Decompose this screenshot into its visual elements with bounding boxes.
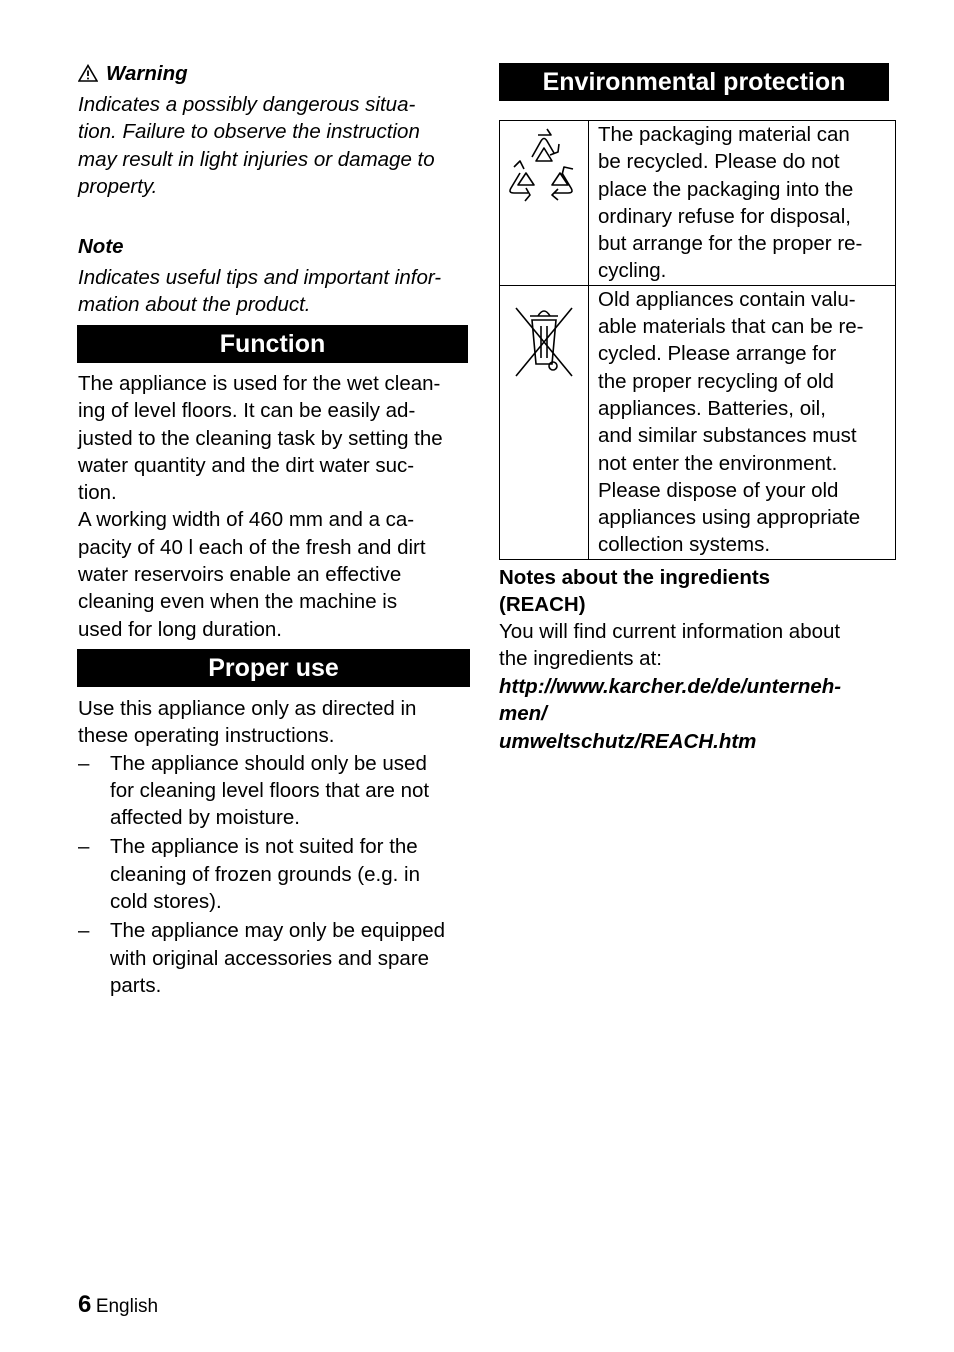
list-item-line: parts. — [110, 973, 162, 997]
note-text — [78, 264, 478, 319]
recycling-icon — [500, 121, 588, 221]
note-line: Indicates useful tips and important infor- — [78, 266, 442, 289]
function-line: The appliance is used for the wet clean- — [78, 372, 441, 395]
list-dash: – — [78, 835, 90, 859]
reach-heading-line: (REACH) — [499, 593, 586, 617]
reach-url-line[interactable]: men/ — [499, 702, 547, 726]
reach-heading — [499, 564, 896, 619]
function-line: water quantity and the dirt water suc- — [78, 453, 415, 477]
cell-line: appliances using appropriate — [598, 506, 861, 530]
cell-line: appliances. Batteries, oil, — [598, 396, 826, 420]
list-item — [78, 750, 474, 832]
list-item-line: with original accessories and spare — [110, 946, 430, 970]
reach-line: the ingredients at: — [499, 647, 662, 671]
crossed-out-bin-icon — [500, 286, 588, 386]
page-footer — [78, 1291, 158, 1319]
list-item-line: The appliance may only be equipped — [110, 919, 446, 943]
warning-heading — [78, 60, 188, 87]
reach-text — [499, 618, 896, 673]
note-heading: Note — [78, 235, 124, 258]
cell-line: The packaging material can — [598, 123, 850, 146]
icon-cell — [500, 121, 589, 286]
footer-language: English — [95, 1296, 159, 1317]
proper-use-intro-line: Use this appliance only as directed in — [78, 697, 417, 720]
cell-line: the proper recycling of old — [598, 369, 834, 393]
table-row — [500, 285, 896, 559]
old-appliances-text-cell — [589, 285, 896, 559]
table-row — [500, 121, 896, 286]
warning-text — [78, 91, 474, 200]
proper-use-heading: Proper use — [77, 649, 470, 687]
proper-use-intro-line: these operating instructions. — [78, 724, 335, 748]
warning-line: Indicates a possibly dangerous situa- — [78, 93, 416, 116]
note-line: mation about the product. — [78, 293, 311, 317]
cell-line: and similar substances must — [598, 424, 857, 448]
environmental-protection-heading: Environmental protection — [499, 63, 889, 101]
function-text — [78, 370, 478, 643]
list-item — [78, 917, 474, 999]
function-line: justed to the cleaning task by setting the — [78, 426, 443, 450]
warning-triangle-icon — [78, 64, 98, 82]
function-line: tion. — [78, 481, 117, 505]
cell-line: Please dispose of your old — [598, 478, 839, 502]
list-item — [78, 833, 474, 915]
list-item-line: affected by moisture. — [110, 806, 300, 830]
reach-url-link[interactable] — [499, 673, 896, 755]
cell-line: be recycled. Please do not — [598, 150, 840, 174]
page-number: 6 — [78, 1291, 92, 1318]
list-item-line: cold stores). — [110, 890, 222, 914]
cell-line: but arrange for the proper re- — [598, 232, 863, 256]
warning-line: may result in light injuries or damage to — [78, 147, 435, 171]
packaging-text-cell — [589, 121, 896, 286]
icon-cell — [500, 285, 589, 559]
cell-line: able materials that can be re- — [598, 315, 864, 339]
function-line: A working width of 460 mm and a ca- — [78, 508, 415, 532]
environmental-table — [499, 120, 896, 560]
reach-url-line[interactable]: umweltschutz/REACH.htm — [499, 729, 757, 753]
list-item-line: for cleaning level floors that are not — [110, 778, 430, 802]
cell-line: not enter the environment. — [598, 451, 838, 475]
warning-line: tion. Failure to observe the instruction — [78, 120, 420, 144]
warning-title: Warning — [106, 62, 188, 85]
warning-line: property. — [78, 174, 158, 198]
list-dash: – — [78, 919, 90, 943]
list-dash: – — [78, 751, 90, 775]
list-item-line: The appliance is not suited for the — [110, 835, 418, 859]
reach-heading-line: Notes about the ingredients — [499, 566, 771, 589]
function-line: water reservoirs enable an effective — [78, 563, 402, 587]
reach-line: You will find current information about — [499, 620, 841, 643]
function-line: cleaning even when the machine is — [78, 590, 398, 614]
cell-line: cycled. Please arrange for — [598, 342, 837, 366]
function-line: ing of level floors. It can be easily ad- — [78, 399, 416, 423]
list-item-line: cleaning of frozen grounds (e.g. in — [110, 862, 420, 886]
reach-url-line[interactable]: http://www.karcher.de/de/unterneh- — [499, 675, 842, 698]
function-heading: Function — [77, 325, 468, 363]
cell-line: cycling. — [598, 259, 667, 283]
cell-line: collection systems. — [598, 533, 771, 557]
list-item-line: The appliance should only be used — [110, 751, 427, 775]
proper-use-text — [78, 695, 474, 999]
function-line: pacity of 40 l each of the fresh and dirt — [78, 535, 426, 559]
cell-line: ordinary refuse for disposal, — [598, 204, 851, 228]
cell-line: Old appliances contain valu- — [598, 287, 856, 311]
function-line: used for long duration. — [78, 617, 282, 641]
cell-line: place the packaging into the — [598, 177, 854, 201]
